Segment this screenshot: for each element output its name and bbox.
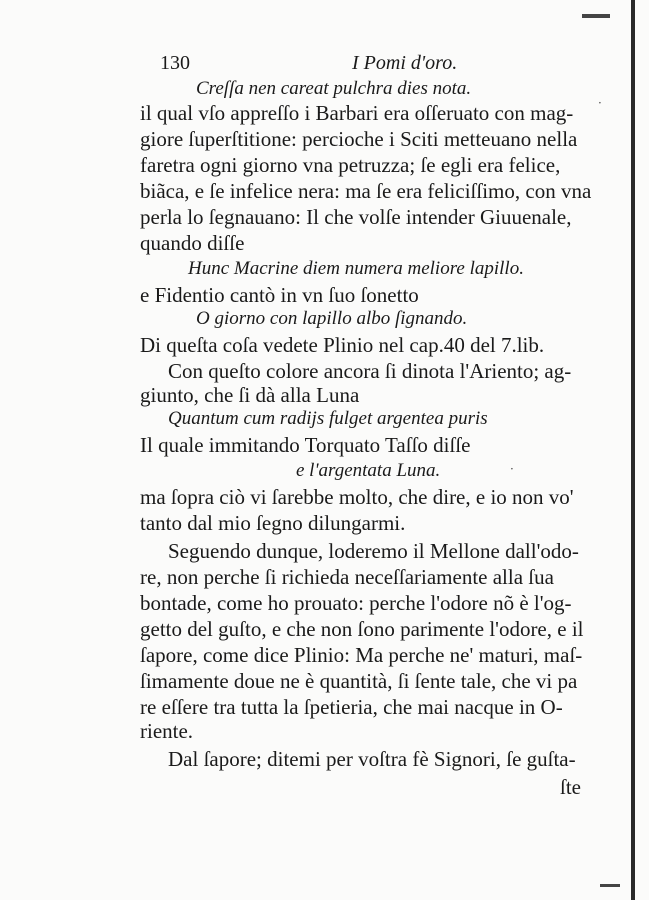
verse-quotation: e l'argentata Luna. xyxy=(296,460,441,481)
text-line: Dal ſapore; ditemi per voſtra fè Signori, ſe guſta- xyxy=(168,747,576,771)
edge-mark-bottom xyxy=(600,884,620,887)
text-line: quando diſſe xyxy=(140,231,245,255)
running-title: I Pomi d'oro. xyxy=(352,52,458,74)
text-line: e Fidentio cantò in vn ſuo ſonetto xyxy=(140,283,419,307)
text-line: biãca, e ſe infelice nera: ma ſe era feliciſſimo, con vna xyxy=(140,179,592,203)
text-line: re eſſere tra tutta la ſpetieria, che mai nacque in O- xyxy=(140,695,563,719)
ink-speck: · xyxy=(598,96,602,110)
edge-mark-top xyxy=(582,14,610,18)
text-line: faretra ogni giorno vna petruzza; ſe egli era felice, xyxy=(140,153,561,177)
verse-quotation: Hunc Macrine diem numera meliore lapillo. xyxy=(188,258,524,279)
text-line: perla lo ſegnauano: Il che volſe intender Giuuenale, xyxy=(140,205,572,229)
text-line: Seguendo dunque, loderemo il Mellone dall'odo- xyxy=(168,539,579,563)
text-line: giore ſuperſtitione: percioche i Sciti metteuano nella xyxy=(140,127,578,151)
text-line: bontade, come ho prouato: perche l'odore nõ è l'og- xyxy=(140,591,572,615)
text-line: tanto dal mio ſegno dilungarmi. xyxy=(140,511,406,535)
text-line: Il quale immitando Torquato Taſſo diſſe xyxy=(140,433,471,457)
text-line: ſimamente doue ne è quantità, ſi ſente tale, che vi pa xyxy=(140,669,578,693)
page-number: 130 xyxy=(160,52,190,74)
text-line: Con queſto colore ancora ſi dinota l'Ariento; ag- xyxy=(168,359,572,383)
text-line: il qual vſo appreſſo i Barbari era oſſeruato con mag- xyxy=(140,101,574,125)
verse-quotation: O giorno con lapillo albo ſignando. xyxy=(196,308,468,329)
page-edge-shadow xyxy=(631,0,635,900)
text-line: Di queſta coſa vedete Plinio nel cap.40 del 7.lib. xyxy=(140,333,545,357)
ink-speck: · xyxy=(510,462,514,476)
text-line: riente. xyxy=(140,719,194,743)
text-line: ma ſopra ciò vi ſarebbe molto, che dire, e io non vo' xyxy=(140,485,574,509)
text-line: re, non perche ſi richieda neceſſariamente alla ſua xyxy=(140,565,554,589)
text-line: getto del guſto, e che non ſono parimente l'odore, e il xyxy=(140,617,584,641)
verse-quotation: Quantum cum radijs fulget argentea puris xyxy=(168,408,488,429)
text-line: Creſſa nen careat pulchra dies nota. xyxy=(196,78,472,99)
text-line: ſapore, come dice Plinio: Ma perche ne' maturi, maſ- xyxy=(140,643,583,667)
catchword: ſte xyxy=(560,775,581,799)
text-line: giunto, che ſi dà alla Luna xyxy=(140,383,360,407)
